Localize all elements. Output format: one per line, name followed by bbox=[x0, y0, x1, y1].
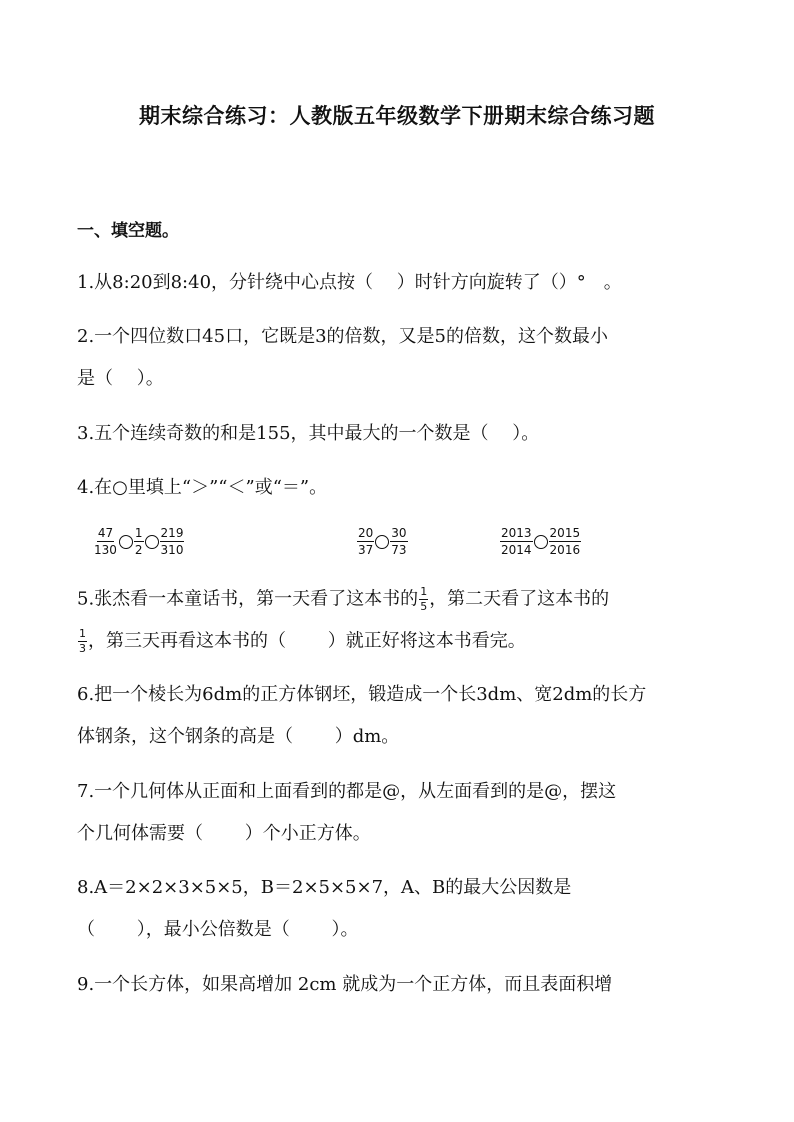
blank-circle[interactable] bbox=[119, 535, 133, 549]
denominator: 310 bbox=[160, 543, 184, 557]
fraction bbox=[390, 526, 407, 557]
question-5-text-b: ，第二天看了这本书的 bbox=[429, 588, 610, 610]
question-5-line-2 bbox=[77, 628, 526, 655]
fraction bbox=[93, 526, 118, 557]
numerator: 2013 bbox=[501, 526, 532, 540]
numerator: 219 bbox=[160, 526, 184, 540]
question-5-text-a: 5.张杰看一本童话书，第一天看了这本书的 bbox=[77, 588, 419, 610]
numerator: 20 bbox=[358, 526, 374, 540]
numerator: 1 bbox=[134, 526, 143, 540]
blank-circle[interactable] bbox=[534, 535, 548, 549]
question-6-line-1: 6.把一个棱长为6dm的正方体钢坯，锻造成一个长3dm、宽2dm的长方 bbox=[77, 684, 647, 705]
question-4: 4.在○里填上“＞”“＜”或“＝”。 bbox=[77, 477, 328, 498]
blank-circle[interactable] bbox=[145, 535, 159, 549]
fraction bbox=[549, 526, 582, 557]
denominator: 73 bbox=[391, 543, 407, 557]
fraction bbox=[500, 526, 533, 557]
question-5-line-1 bbox=[77, 586, 609, 613]
page-title: 期末综合练习：人教版五年级数学下册期末综合练习题 bbox=[139, 104, 655, 128]
fraction-one-third bbox=[78, 628, 87, 655]
fraction bbox=[357, 526, 374, 557]
comparison-group-2 bbox=[357, 526, 408, 557]
question-7-line-1: 7.一个几何体从正面和上面看到的都是@，从左面看到的是@，摆这 bbox=[77, 781, 617, 802]
denominator: 2016 bbox=[549, 543, 581, 557]
question-1: 1.从8:20到8:40，分针绕中心点按（ ）时针方向旋转了（）° 。 bbox=[77, 272, 622, 293]
numerator: 1 bbox=[420, 585, 428, 598]
numerator: 1 bbox=[79, 627, 86, 640]
denominator: 5 bbox=[420, 600, 428, 613]
comparison-row bbox=[0, 526, 794, 566]
question-2-line-2: 是（ ）。 bbox=[77, 368, 164, 389]
denominator: 2014 bbox=[501, 543, 532, 557]
denominator: 3 bbox=[79, 642, 86, 655]
question-9-line-1: 9.一个长方体，如果高增加 2cm 就成为一个正方体，而且表面积增 bbox=[77, 974, 613, 995]
section-heading: 一、填空题。 bbox=[77, 221, 179, 241]
question-6-line-2: 体钢条，这个钢条的高是（ ）dm。 bbox=[77, 726, 400, 747]
question-8-line-1: 8.A＝2×2×3×5×5，B＝2×5×5×7，A、B的最大公因数是 bbox=[77, 877, 572, 898]
question-2-line-1: 2.一个四位数口45口，它既是3的倍数，又是5的倍数，这个数最小 bbox=[77, 326, 608, 347]
denominator: 2 bbox=[134, 543, 143, 557]
question-7-line-2: 个几何体需要（ ）个小正方体。 bbox=[77, 823, 371, 844]
comparison-group-3 bbox=[500, 526, 581, 557]
question-8-line-2: （ ），最小公倍数是（ ）。 bbox=[77, 919, 359, 940]
question-3: 3.五个连续奇数的和是155，其中最大的一个数是（ ）。 bbox=[77, 423, 540, 444]
numerator: 47 bbox=[97, 526, 114, 540]
denominator: 37 bbox=[358, 543, 374, 557]
denominator: 130 bbox=[94, 543, 117, 557]
numerator: 2015 bbox=[549, 526, 581, 540]
question-5-text-c: ，第三天再看这本书的（ ）就正好将这本书看完。 bbox=[88, 630, 526, 652]
comparison-group-1 bbox=[93, 526, 184, 557]
fraction-one-fifth bbox=[419, 586, 428, 613]
blank-circle[interactable] bbox=[375, 535, 389, 549]
numerator: 30 bbox=[391, 526, 407, 540]
fraction bbox=[160, 526, 185, 557]
fraction bbox=[134, 526, 144, 557]
